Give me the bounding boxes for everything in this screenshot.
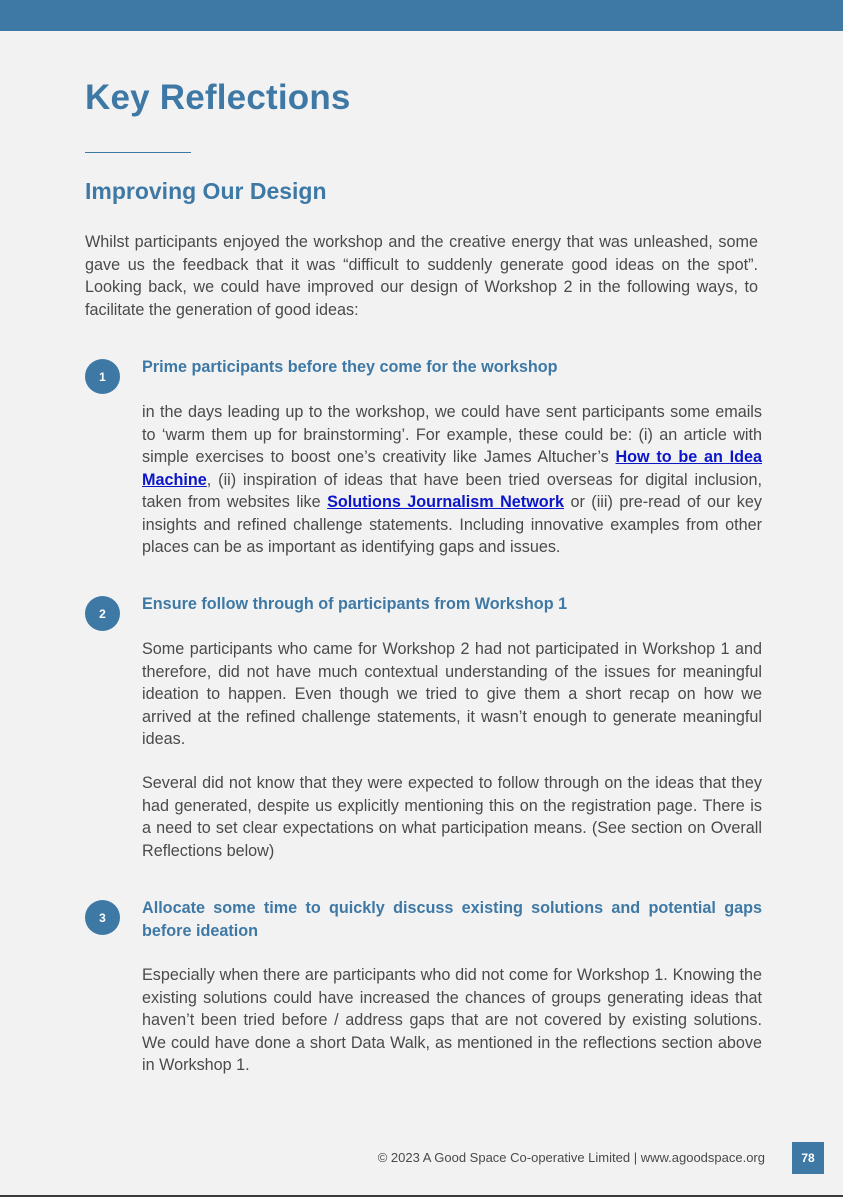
section-heading: Improving Our Design	[85, 178, 327, 204]
footer-copyright: © 2023 A Good Space Co-operative Limited | www.agoodspace.org	[377, 1150, 765, 1165]
page-title: Key Reflections	[85, 78, 351, 117]
item-body-paragraph-2: Several did not know that they were expected to follow through on the ideas that they had generated, despite us explicitly mentioning this on the registration page. There is a need to set clear expectations on what participation means. (See section on Overall Reflections below)	[142, 774, 762, 860]
item-heading: Prime participants before they come for the workshop	[142, 358, 558, 376]
title-divider	[85, 152, 191, 153]
solutions-journalism-link[interactable]: Solutions Journalism Network	[327, 493, 564, 511]
number-badge: 1	[85, 359, 120, 394]
number-badge: 3	[85, 900, 120, 935]
item-heading: Ensure follow through of participants from Workshop 1	[142, 595, 568, 613]
body-text: in the days leading up to the workshop, we could have sent participants some emails to ‘warm them up for brainstorming’. For example, these could be: (i) an article with simple exercises to boost one’s creativity like James Altucher’s	[142, 403, 762, 466]
intro-paragraph: Whilst participants enjoyed the workshop and the creative energy that was unleashed, some gave us the feedback that it was “difficult to suddenly generate good ideas on the spot”. Looking back, we could have improved our design of Workshop 2 in the following ways, to facilitate the generation of good ideas:	[85, 233, 758, 319]
item-body	[142, 401, 762, 559]
item-body-paragraph-1: Some participants who came for Workshop 2 had not participated in Workshop 1 and therefore, did not have much contextual understanding of the issues for meaningful ideation to happen. Even though we tried to give them a short recap on how we arrived at the refined challenge statements, it wasn’t enough to generate meaningful ideas.	[142, 640, 762, 748]
idea-machine-link[interactable]: How to be an Idea Machine	[142, 448, 762, 489]
page-number: 78	[792, 1142, 824, 1174]
body-text: , (ii) inspiration of ideas that have been tried overseas for digital inclusion, taken from websites like	[142, 470, 762, 511]
body-text: or (iii) pre-read of our key insights and refined challenge statements. Including innovative examples from other places can be as important as identifying gaps and issues.	[142, 493, 762, 556]
header-bar	[0, 0, 843, 31]
item-body: Especially when there are participants who did not come for Workshop 1. Knowing the existing solutions could have increased the chances of groups generating ideas that haven’t been tried before / address gaps that are not covered by existing solutions. We could have done a short Data Walk, as mentioned in the reflections section above in Workshop 1.	[142, 966, 762, 1074]
number-badge: 2	[85, 596, 120, 631]
item-heading: Allocate some time to quickly discuss existing solutions and potential gaps before ideation	[142, 899, 762, 940]
